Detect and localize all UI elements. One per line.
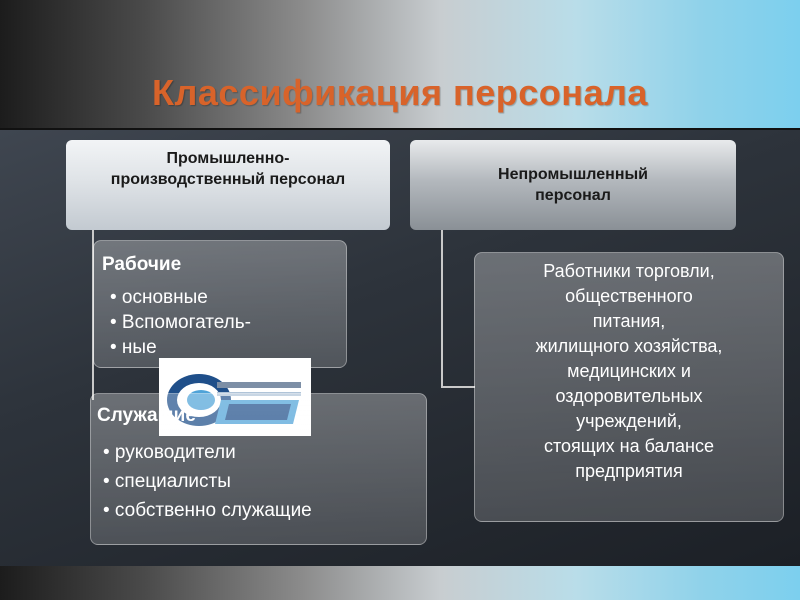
industrial-staff-title: Промышленно-производственный персонал bbox=[110, 150, 346, 188]
workers-item: • основные bbox=[110, 287, 208, 308]
industrial-staff-header bbox=[66, 140, 390, 230]
workers-item: • ные bbox=[110, 337, 157, 358]
non-industrial-description-box bbox=[474, 252, 784, 522]
clerks-item: • руководители bbox=[103, 442, 236, 463]
description-line: учреждений, bbox=[576, 411, 682, 431]
right-connector-horizontal bbox=[441, 386, 475, 388]
non-industrial-staff-header bbox=[410, 140, 736, 230]
bottom-gradient-band bbox=[0, 566, 800, 600]
description-line: питания, bbox=[592, 311, 666, 331]
slide-title: Классификация персонала bbox=[152, 72, 648, 113]
workers-item: • Вспомогатель- bbox=[110, 312, 251, 333]
non-industrial-staff-title: Непромышленный персонал bbox=[498, 166, 648, 204]
clerks-item: • собственно служащие bbox=[103, 500, 312, 521]
clerks-heading: Служащие bbox=[97, 405, 196, 426]
description-line: Работники торговли, bbox=[543, 261, 715, 281]
right-connector-vertical bbox=[441, 230, 443, 388]
description-line: медицинских и bbox=[567, 361, 691, 381]
description-line: оздоровительных bbox=[555, 386, 703, 406]
description-line: стоящих на балансе bbox=[544, 436, 714, 456]
description-line: предприятия bbox=[575, 461, 683, 481]
description-line: жилищного хозяйства, bbox=[535, 336, 723, 356]
description-line: общественного bbox=[565, 286, 693, 306]
clerks-box bbox=[90, 393, 427, 545]
clerks-item: • специалисты bbox=[103, 471, 231, 492]
workers-box bbox=[93, 240, 347, 368]
workers-heading: Рабочие bbox=[102, 254, 182, 275]
